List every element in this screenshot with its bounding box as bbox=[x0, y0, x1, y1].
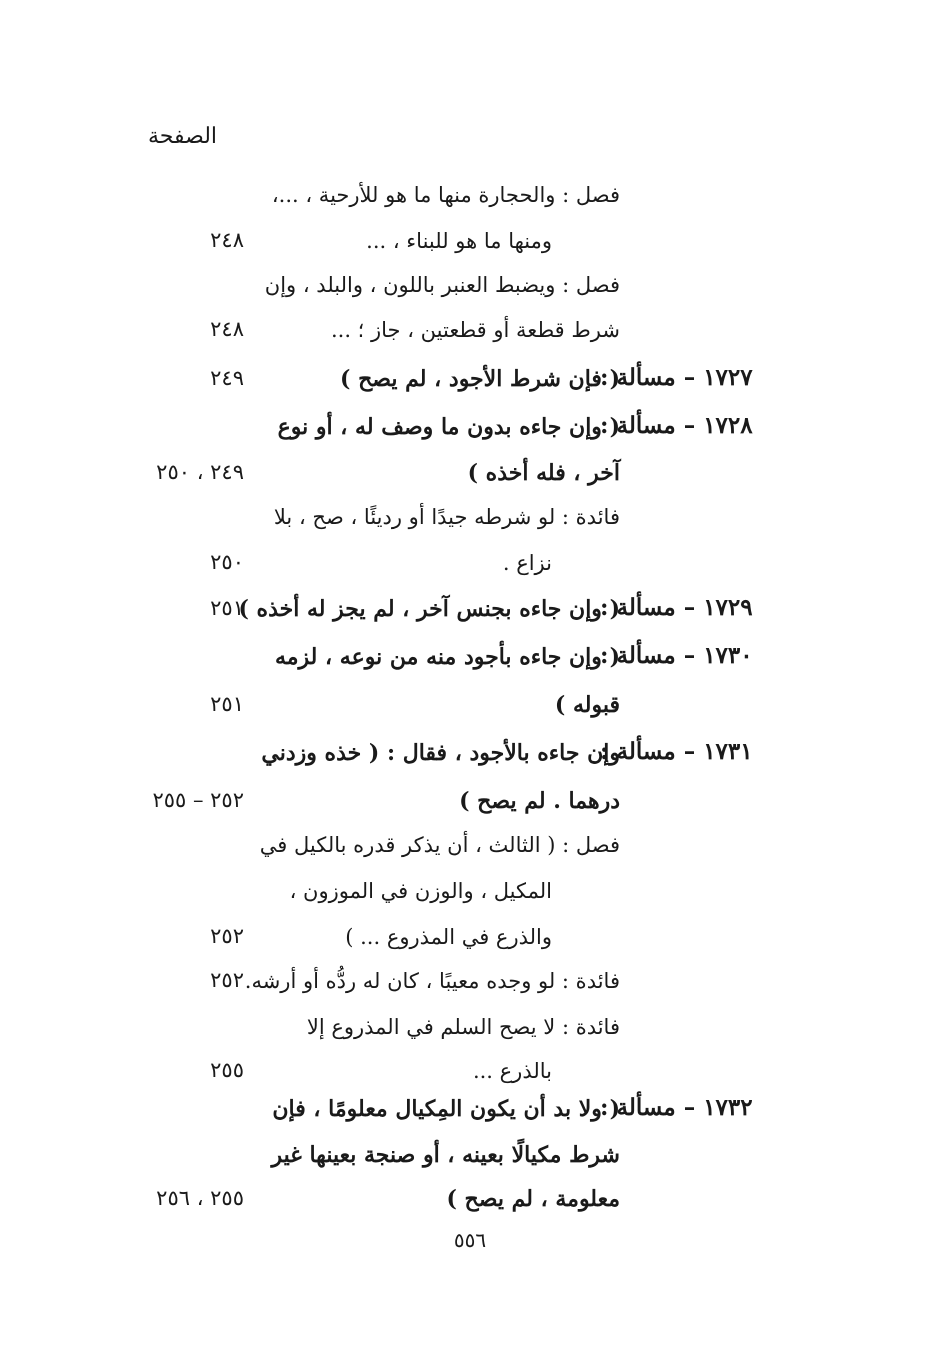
page-number: ٥٥٦ bbox=[453, 1228, 487, 1252]
index-row bbox=[0, 262, 940, 308]
entry-text: فصل : ويضبط العنبر باللون ، والبلد ، وإن bbox=[264, 273, 620, 297]
issue-number-label: ١٧٢٧ – مسألة : bbox=[600, 364, 753, 391]
entry-text: معلومة ، لم يصح ) bbox=[446, 1186, 620, 1212]
entry-text: فائدة : لو وجده معيبًا ، كان له ردُّه أو أرشه. bbox=[244, 969, 620, 993]
index-row bbox=[0, 1132, 940, 1178]
issue-number-label: ١٧٣٠ – مسألة : bbox=[600, 642, 753, 669]
entry-text: شرط مكيالًا بعينه ، أو صنجة بعينها غير bbox=[271, 1142, 620, 1168]
page-reference: ٢٥٥ ، ٢٥٦ bbox=[156, 1186, 244, 1210]
entry-text: فائدة : لو شرطه جيدًا أو رديئًا ، صح ، بلا bbox=[273, 505, 620, 529]
entry-text: نزاع . bbox=[502, 551, 552, 575]
entry-text: شرط قطعة أو قطعتين ، جاز ؛ ... bbox=[330, 318, 620, 342]
index-row bbox=[0, 307, 940, 353]
entry-text: ( وإن جاءه بأجود منه من نوعه ، لزمه bbox=[274, 644, 620, 670]
index-row bbox=[0, 540, 940, 586]
index-row bbox=[0, 868, 940, 914]
page-reference: ٢٥٢ bbox=[210, 924, 244, 948]
index-row bbox=[0, 1004, 940, 1050]
page-reference: ٢٥٠ bbox=[210, 550, 244, 574]
page-reference: ٢٤٩ bbox=[210, 366, 244, 390]
index-row bbox=[0, 218, 940, 264]
index-row bbox=[0, 822, 940, 868]
entry-text: وإن جاءه بالأجود ، فقال : ( خذه وزدني bbox=[261, 740, 620, 766]
index-row bbox=[0, 1086, 940, 1132]
page-column-header: الصفحة bbox=[148, 124, 218, 149]
index-row bbox=[0, 1176, 940, 1222]
index-row bbox=[0, 586, 940, 632]
index-row bbox=[0, 914, 940, 960]
index-row bbox=[0, 494, 940, 540]
index-row bbox=[0, 450, 940, 496]
entry-text: ( وإن جاءه بدون ما وصف له ، أو نوع bbox=[277, 414, 620, 440]
page-reference: ٢٤٩ ، ٢٥٠ bbox=[156, 460, 244, 484]
index-row bbox=[0, 778, 940, 824]
issue-number-label: ١٧٢٩ – مسألة : bbox=[600, 594, 753, 621]
page-reference: ٢٥١ bbox=[210, 596, 244, 620]
index-row bbox=[0, 404, 940, 450]
entry-text: درهما . لم يصح ) bbox=[459, 788, 620, 814]
entry-text: ( وإن جاءه بجنس آخر ، لم يجز له أخذه ) bbox=[238, 596, 620, 622]
entry-text: ( ولا بد أن يكون المِكيال معلومًا ، فإن bbox=[272, 1096, 620, 1122]
index-row bbox=[0, 958, 940, 1004]
entry-text: فصل : والحجارة منها ما هو للأرحية ، ...، bbox=[271, 183, 620, 207]
index-row bbox=[0, 634, 940, 680]
issue-number-label: ١٧٢٨ – مسألة : bbox=[600, 412, 753, 439]
index-row bbox=[0, 172, 940, 218]
index-row bbox=[0, 682, 940, 728]
issue-number-label: ١٧٣١ – مسألة : bbox=[600, 738, 753, 765]
page-reference: ٢٥١ bbox=[210, 692, 244, 716]
page-reference: ٢٤٨ bbox=[210, 228, 244, 252]
index-row bbox=[0, 730, 940, 776]
page-reference: ٢٥٥ bbox=[210, 1058, 244, 1082]
page-reference: ٢٥٢ – ٢٥٥ bbox=[152, 788, 244, 812]
entry-text: ( فإن شرط الأجود ، لم يصح ) bbox=[340, 366, 620, 392]
entry-text: قبوله ) bbox=[554, 692, 620, 718]
entry-text: فصل : ( الثالث ، أن يذكر قدره بالكيل في bbox=[259, 833, 620, 857]
entry-text: ومنها ما هو للبناء ، ... bbox=[366, 229, 552, 253]
issue-number-label: ١٧٣٢ – مسألة : bbox=[600, 1094, 753, 1121]
entry-text: والذرع في المذروع ... ) bbox=[345, 925, 552, 949]
entry-text: آخر ، فله أخذه ) bbox=[467, 460, 620, 486]
page-reference: ٢٥٢ bbox=[210, 968, 244, 992]
index-row bbox=[0, 356, 940, 402]
page-reference: ٢٤٨ bbox=[210, 317, 244, 341]
entry-text: بالذرع ... bbox=[472, 1059, 552, 1083]
entry-text: المكيل ، والوزن في الموزون ، bbox=[289, 879, 552, 903]
entry-text: فائدة : لا يصح السلم في المذروع إلا bbox=[306, 1015, 620, 1039]
